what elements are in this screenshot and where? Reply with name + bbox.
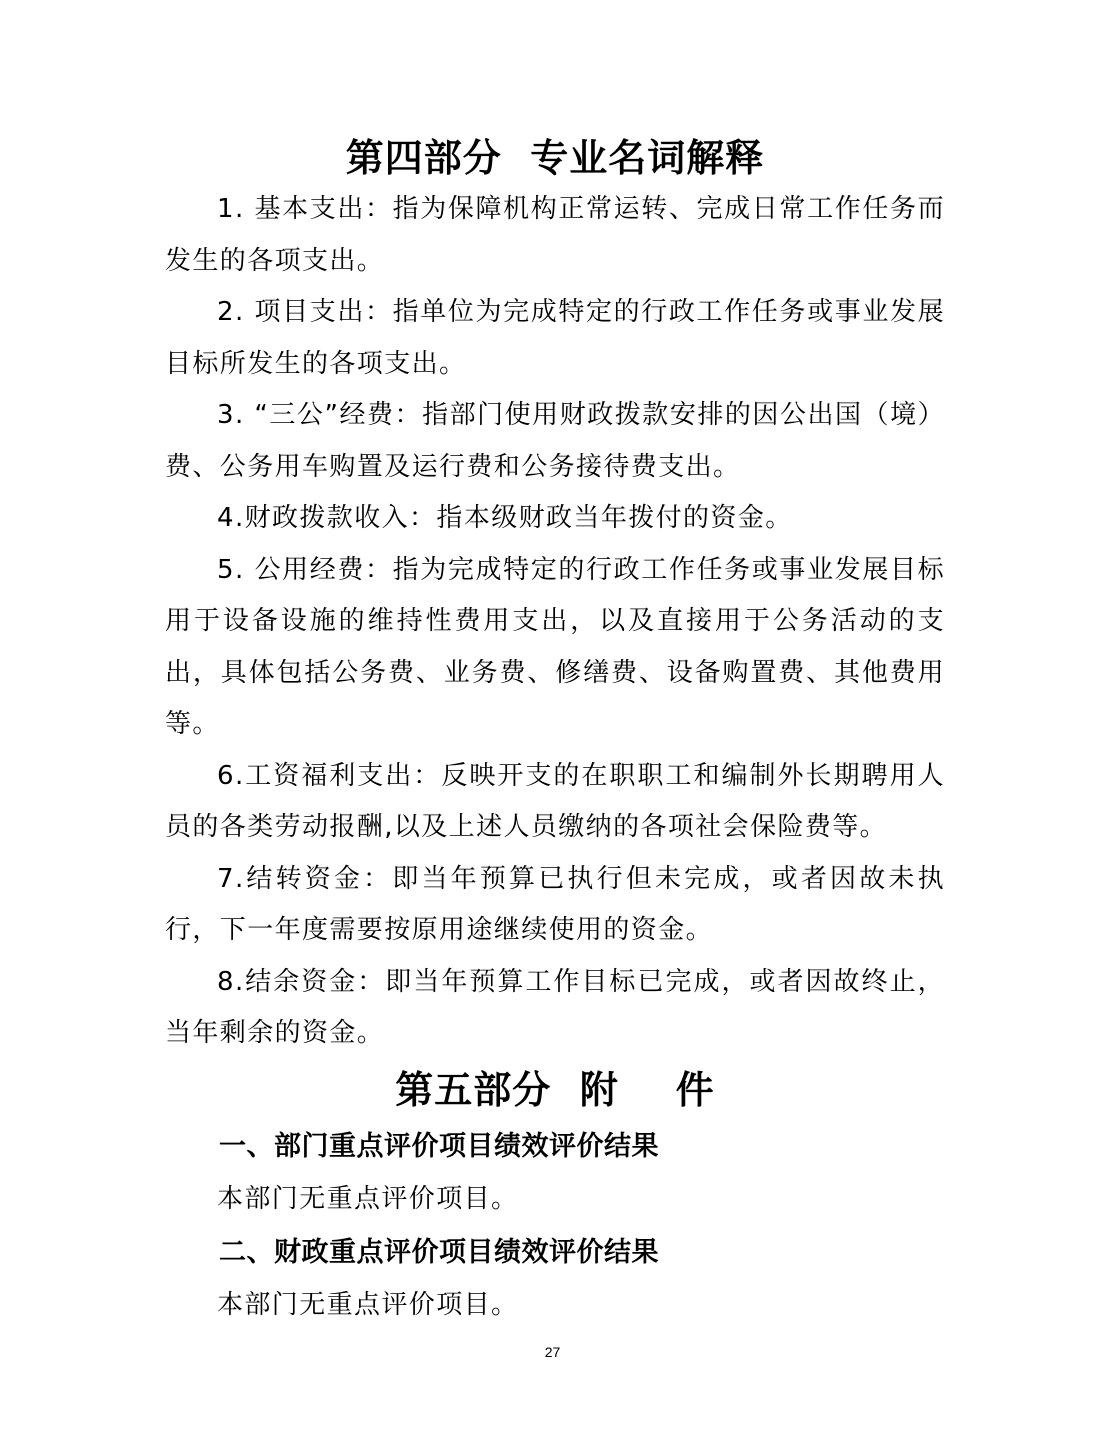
term-label: 7.结转资金： bbox=[217, 863, 393, 894]
term-text: 指为完成特定的行政工作任务或事业发展目标用于设备设施的维持性费用支出，以及直接用于公务活动的支出，具体包括公务费、业务费、修缮费、设备购置费、其他费用等。 bbox=[165, 554, 945, 739]
section-4-title: 第四部分 专业名词解释 bbox=[345, 136, 765, 180]
term-definition-2 bbox=[165, 287, 945, 390]
term-label: 4.财政拨款收入： bbox=[217, 503, 437, 533]
term-text: 即当年预算已执行但未完成，或者因故未执行，下一年度需要按原用途继续使用的资金。 bbox=[165, 863, 945, 945]
term-definition-8 bbox=[165, 957, 945, 1060]
term-text: 指单位为完成特定的行政工作任务或事业发展目标所发生的各项支出。 bbox=[165, 297, 945, 379]
term-label: 6.工资福利支出： bbox=[217, 760, 442, 791]
term-text: 指本级财政当年拨付的资金。 bbox=[436, 503, 793, 533]
term-text: 指部门使用财政拨款安排的因公出国（境）费、公务用车购置及运行费和公务接待费支出。 bbox=[165, 400, 945, 482]
term-definition-4 bbox=[165, 493, 945, 545]
term-text: 即当年预算工作目标已完成，或者因故终止，当年剩余的资金。 bbox=[165, 966, 945, 1048]
page-number: 27 bbox=[544, 1344, 561, 1360]
term-definition-6 bbox=[165, 751, 945, 854]
term-label: 3. “三公”经费： bbox=[217, 400, 423, 430]
attachment-heading-1: 一、部门重点评价项目绩效评价结果 bbox=[219, 1130, 659, 1162]
term-label: 8.结余资金： bbox=[217, 966, 386, 997]
term-label: 5. 公用经费： bbox=[217, 554, 393, 585]
attachment-note-2: 本部门无重点评价项目。 bbox=[217, 1289, 519, 1320]
attachment-heading-2: 二、财政重点评价项目绩效评价结果 bbox=[219, 1236, 659, 1268]
term-definition-3 bbox=[165, 390, 945, 493]
term-text: 指为保障机构正常运转、完成日常工作任务而发生的各项支出。 bbox=[165, 194, 945, 276]
term-label: 2. 项目支出： bbox=[217, 297, 393, 327]
term-text: 反映开支的在职职工和编制外长期聘用人员的各类劳动报酬,以及上述人员缴纳的各项社会保险费等。 bbox=[165, 760, 945, 842]
page-content bbox=[165, 132, 945, 1332]
term-definition-5 bbox=[165, 545, 945, 751]
attachment-note-1: 本部门无重点评价项目。 bbox=[217, 1183, 519, 1214]
term-definition-1 bbox=[165, 184, 945, 287]
section-5-title: 第五部分 附 件 bbox=[395, 1067, 715, 1112]
term-definition-7 bbox=[165, 854, 945, 957]
term-label: 1. 基本支出： bbox=[217, 194, 393, 224]
